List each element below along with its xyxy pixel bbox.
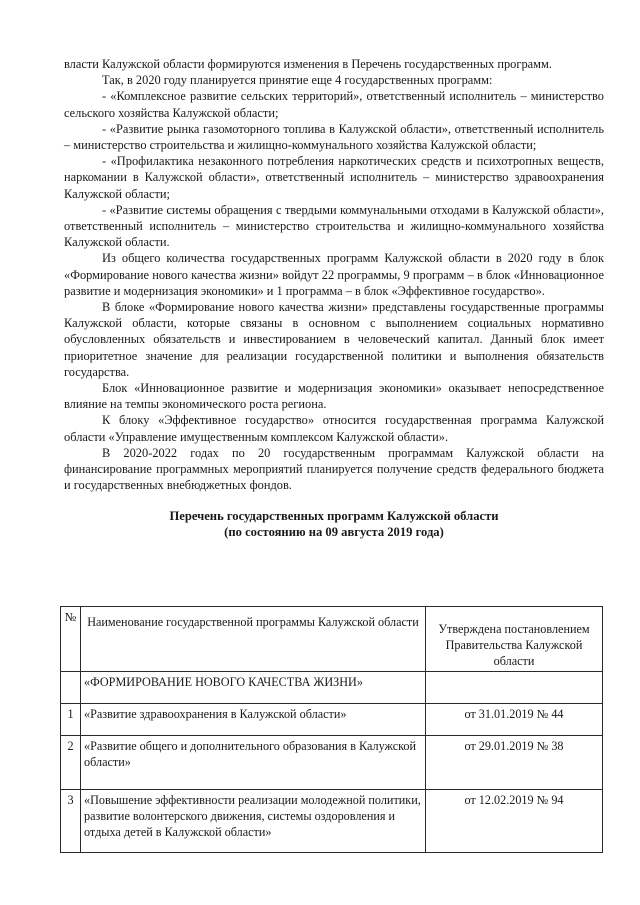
paragraph-effective-state: К блоку «Эффективное государство» относится государственная программа Калужской области «Управление имущественным комплексом Калужской области». <box>64 413 604 444</box>
table-row <box>61 736 603 790</box>
paragraph-quality-of-life: В блоке «Формирование нового качества жизни» представлены государственные программы Калужской области, которые связаны в основном с выполнением социальных нормативно обусловленных обязательств и инвестированием в человеческий капитал. Данный блок имеет приоритетное значение для реализации государственной политики и выполнения обязательств государства. <box>64 300 604 379</box>
list-item-program-2: - «Развитие рынка газомоторного топлива в Калужской области», ответственный исполнитель – министерство строительства и жилищно-коммунального хозяйства Калужской области; <box>64 121 604 153</box>
row-number: 1 <box>61 704 81 736</box>
list-item-program-3: - «Профилактика незаконного потребления наркотических средств и психотропных веществ, наркомании в Калужской области», ответственный исполнитель – министерство здравоохранения Калужской области; <box>64 154 604 201</box>
table-header-row <box>61 607 603 672</box>
header-number: № <box>61 607 81 672</box>
list-heading <box>64 508 604 540</box>
list-heading-title: Перечень государственных программ Калужской области <box>169 509 499 524</box>
row-approved-by: от 29.01.2019 № 38 <box>426 736 603 790</box>
row-number: 3 <box>61 790 81 853</box>
list-item-program-1: - «Комплексное развитие сельских территорий», ответственный исполнитель – министерство сельского хозяйства Калужской области; <box>64 89 604 120</box>
table-row <box>61 790 603 853</box>
row-program-name: «Развитие здравоохранения в Калужской области» <box>81 704 426 736</box>
row-program-name: «Развитие общего и дополнительного образования в Калужской области» <box>81 736 426 790</box>
block-approved-cell <box>426 672 603 704</box>
paragraph-innovation: Блок «Инновационное развитие и модернизация экономики» оказывает непосредственное влияние на темпы экономического роста региона. <box>64 381 604 412</box>
list-item-program-4: - «Развитие системы обращения с твердыми коммунальными отходами в Калужской области», ответственный исполнитель – министерство строительства и жилищно-коммунального хозяйства Калужской области. <box>64 202 604 250</box>
block-number-cell <box>61 672 81 704</box>
table-block-row <box>61 672 603 704</box>
row-number: 2 <box>61 736 81 790</box>
programs-table <box>60 606 603 853</box>
table-row <box>61 704 603 736</box>
row-approved-by: от 12.02.2019 № 94 <box>426 790 603 853</box>
paragraph-continuation: власти Калужской области формируются изменения в Перечень государственных программ. <box>64 57 552 71</box>
paragraph-federal-funds: В 2020-2022 годах по 20 государственным программам Калужской области на финансирование программных мероприятий планируется получение средств федерального бюджета и государственных внебюджетных фондов. <box>64 445 604 493</box>
header-approved-by: Утверждена постановлением Правительства Калужской области <box>426 607 603 672</box>
row-approved-by: от 31.01.2019 № 44 <box>426 704 603 736</box>
paragraph-intro: Так, в 2020 году планируется принятие еще 4 государственных программ: <box>102 73 493 88</box>
block-title: «ФОРМИРОВАНИЕ НОВОГО КАЧЕСТВА ЖИЗНИ» <box>81 672 426 704</box>
row-program-name: «Повышение эффективности реализации молодежной политики, развитие волонтерского движения, системы оздоровления и отдыха детей в Калужской области» <box>81 790 426 853</box>
document-body <box>64 56 604 540</box>
paragraph-blocks-count: Из общего количества государственных программ Калужской области в 2020 году в блок «Формирование нового качества жизни» войдут 22 программы, 9 программ – в блок «Инновационное развитие и модернизация экономики» и 1 программа – в блок «Эффективное государство». <box>64 251 604 298</box>
header-program-name: Наименование государственной программы Калужской области <box>81 607 426 672</box>
list-heading-date: (по состоянию на 09 августа 2019 года) <box>224 525 444 540</box>
